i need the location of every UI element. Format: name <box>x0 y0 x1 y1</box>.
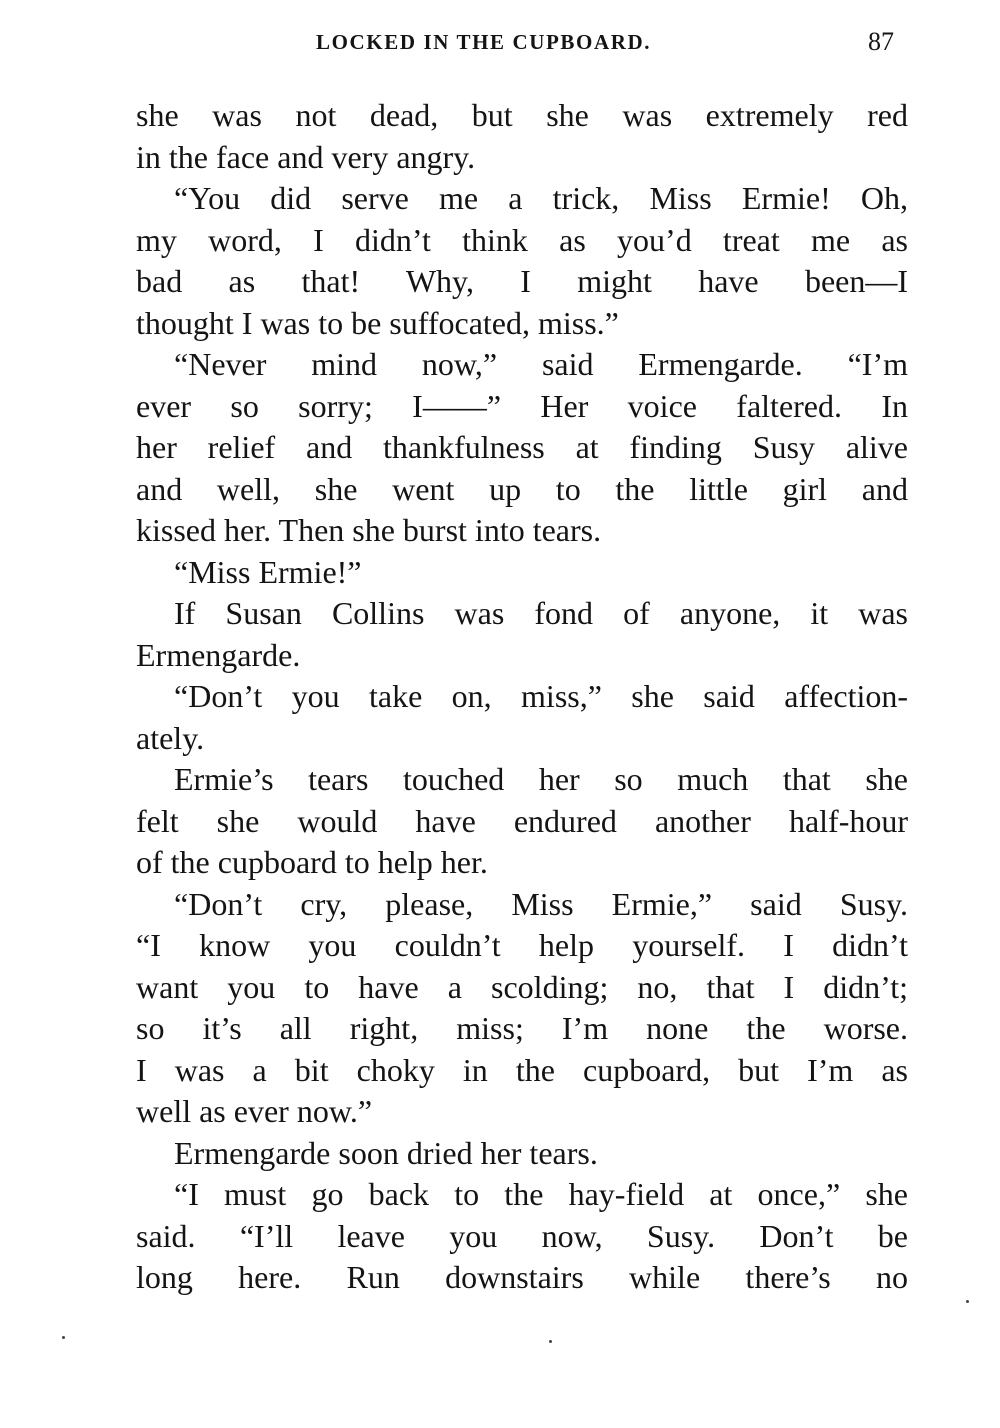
text-line: I was a bit choky in the cupboard, but I’m as <box>136 1051 908 1088</box>
text-line: Ermengarde. <box>136 636 301 673</box>
text-line: “Don’t you take on, miss,” she said affection- <box>174 678 908 714</box>
text-line: her relief and thankfulness at finding Susy alive <box>136 429 908 465</box>
text-line: ever so sorry; I——” Her voice faltered. In <box>136 387 908 424</box>
text-line: want you to have a scolding; no, that I didn’t; <box>136 968 908 1005</box>
text-line: Ermengarde soon dried her tears. <box>174 1134 598 1171</box>
print-speck <box>62 1336 65 1339</box>
text-line: she was not dead, but she was extremely red <box>136 97 908 133</box>
text-line: my word, I didn’t think as you’d treat me as <box>136 221 908 258</box>
text-line: felt she would have endured another half-hour <box>136 802 908 839</box>
print-speck <box>549 1340 552 1343</box>
text-line: Ermie’s tears touched her so much that she <box>174 761 908 797</box>
text-line: so it’s all right, miss; I’m none the worse. <box>136 1010 908 1046</box>
text-line: “Don’t cry, please, Miss Ermie,” said Susy. <box>174 885 908 922</box>
text-line: of the cupboard to help her. <box>136 844 488 880</box>
text-line: “Miss Ermie!” <box>174 553 362 590</box>
text-line: kissed her. Then she burst into tears. <box>136 512 602 548</box>
text-line: bad as that! Why, I might have been—I <box>136 263 908 299</box>
text-line: long here. Run downstairs while there’s no <box>136 1259 908 1295</box>
print-speck <box>966 1300 969 1303</box>
text-line: “Never mind now,” said Ermengarde. “I’m <box>174 346 908 382</box>
text-line: “You did serve me a trick, Miss Ermie! Oh, <box>174 180 908 216</box>
text-line: If Susan Collins was fond of anyone, it was <box>174 595 908 631</box>
text-line: thought I was to be suffocated, miss.” <box>136 304 619 341</box>
text-line: “I know you couldn’t help yourself. I didn’t <box>136 927 908 963</box>
page-number: 87 <box>868 27 894 56</box>
text-line: ately. <box>136 719 205 756</box>
text-line: and well, she went up to the little girl and <box>136 470 908 507</box>
text-line: in the face and very angry. <box>136 138 476 175</box>
text-line: “I must go back to the hay-field at once,” she <box>174 1176 908 1212</box>
body-text <box>136 95 908 1299</box>
text-line: well as ever now.” <box>136 1093 373 1129</box>
page-header <box>0 27 1000 60</box>
running-head: LOCKED IN THE CUPBOARD. <box>316 30 652 54</box>
text-line: said. “I’ll leave you now, Susy. Don’t be <box>136 1217 908 1254</box>
